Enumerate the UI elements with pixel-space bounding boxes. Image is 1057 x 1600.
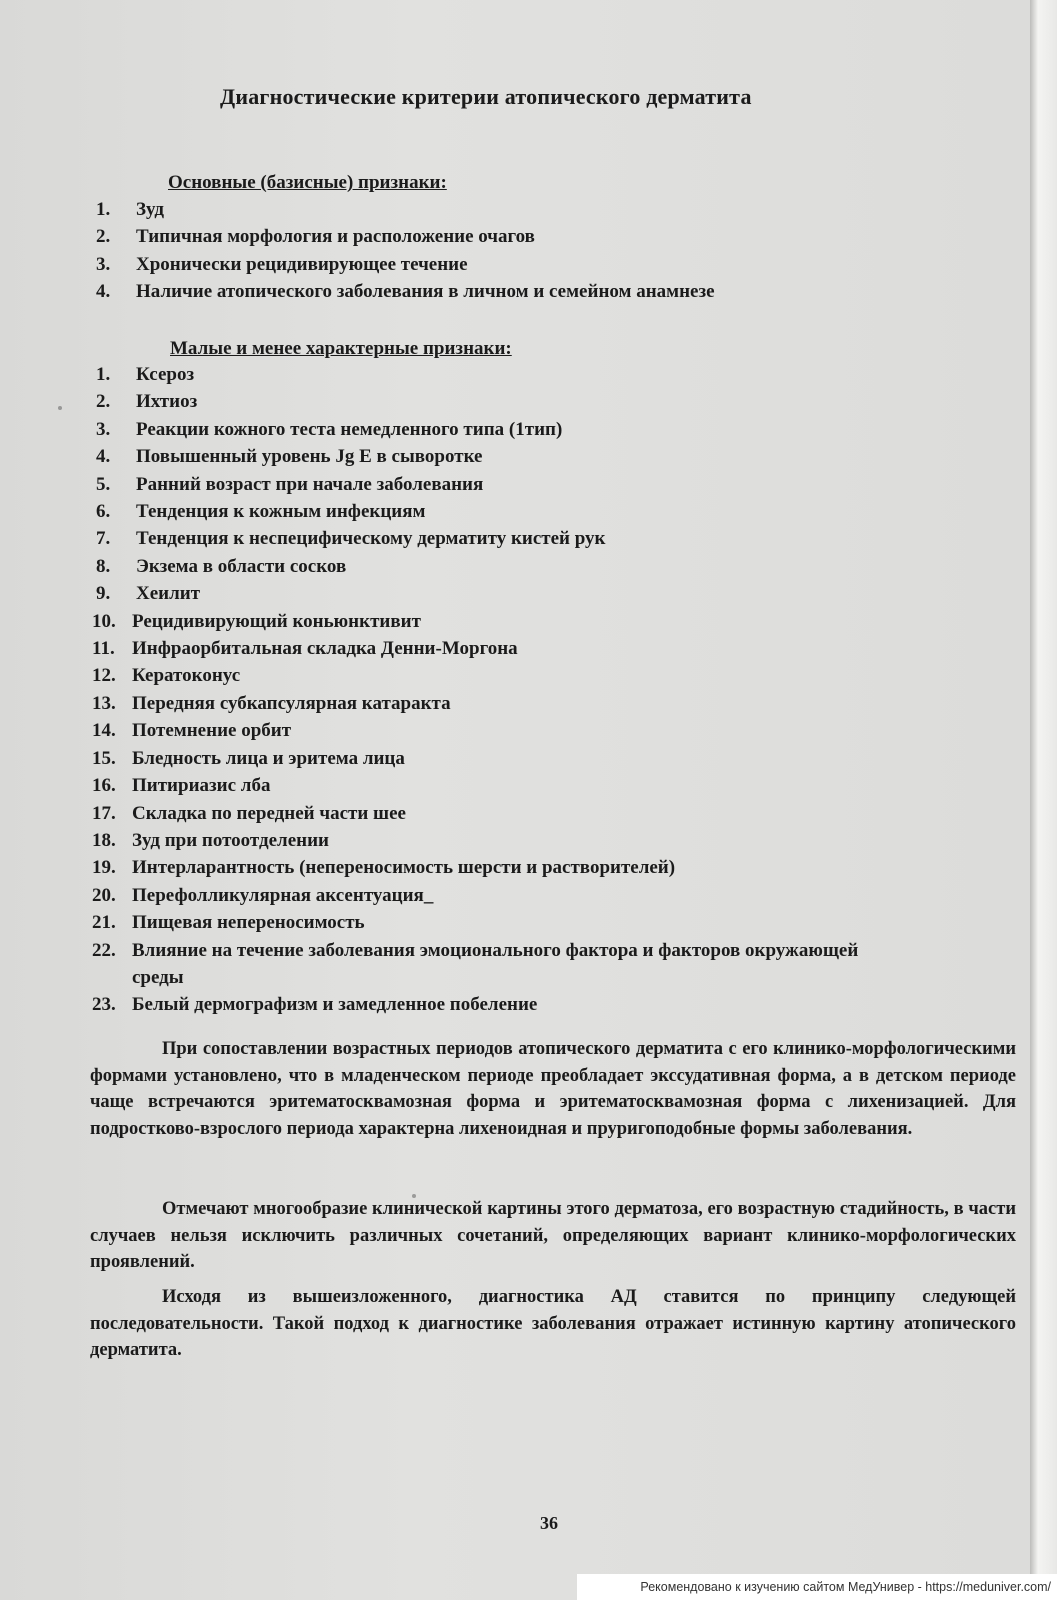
item-number: 18.: [92, 829, 116, 851]
item-text: Белый дермографизм и замедленное побеление: [132, 994, 538, 1016]
page-number: 36: [540, 1513, 558, 1533]
item-text: Хронически рецидивирующее течение: [136, 253, 468, 275]
item-number: 3.: [96, 418, 111, 440]
list-item: [92, 196, 715, 223]
item-number: 15.: [92, 747, 116, 769]
item-text: Повышенный уровень Jg E в сыворотке: [136, 446, 483, 468]
item-number: 16.: [92, 775, 116, 797]
item-text: Пищевая непереносимость: [132, 912, 365, 934]
list-item: [92, 772, 950, 799]
item-text: Передняя субкапсулярная катаракта: [132, 692, 451, 714]
list-item: [92, 388, 950, 415]
item-number: 12.: [92, 665, 116, 687]
item-number: 7.: [96, 528, 111, 550]
list-item: [92, 553, 950, 580]
list-item: [92, 635, 950, 662]
item-text: Тенденция к неспецифическому дерматиту кистей рук: [136, 528, 606, 550]
item-number: 11.: [92, 638, 115, 660]
list-item: [92, 690, 950, 717]
item-text: Реакции кожного теста немедленного типа (1тип): [136, 418, 563, 440]
item-number: 17.: [92, 802, 116, 824]
item-text: Интерларантность (непереносимость шерсти и растворителей): [132, 857, 676, 879]
item-number: 13.: [92, 692, 116, 714]
item-number: 6.: [96, 501, 111, 523]
list-item: [92, 580, 950, 607]
item-text: Инфраорбитальная складка Денни-Моргона: [132, 638, 518, 660]
item-number: 20.: [92, 884, 116, 906]
list-item: [92, 416, 950, 443]
item-text: Экзема в области сосков: [136, 555, 347, 577]
item-number: 1.: [96, 364, 111, 385]
item-number: 22.: [92, 939, 116, 961]
item-text: Ихтиоз: [136, 391, 198, 413]
list-item: [92, 937, 950, 992]
item-number: 4.: [96, 281, 111, 303]
item-number: 19.: [92, 857, 116, 879]
list-item: [92, 608, 950, 635]
item-number: 5.: [96, 473, 111, 495]
item-text: Складка по передней части шее: [132, 802, 406, 824]
item-text: Перефолликулярная аксентуация_: [132, 884, 434, 906]
page-edge: [1030, 0, 1057, 1600]
list-item: [92, 471, 950, 498]
item-number: 23.: [92, 994, 116, 1016]
scan-smudge: [58, 406, 62, 410]
item-text: Ксероз: [136, 364, 195, 385]
item-text: Наличие атопического заболевания в личном и семейном анамнезе: [136, 281, 715, 303]
item-text-continuation: среды: [132, 966, 184, 988]
list-item: [92, 361, 950, 388]
item-text: Питириазис лба: [132, 775, 271, 797]
item-number: 2.: [96, 391, 111, 413]
item-text: Потемнение орбит: [132, 720, 292, 742]
item-text: Тенденция к кожным инфекциям: [136, 501, 426, 523]
major-criteria-heading: Основные (базисные) признаки:: [168, 172, 447, 193]
item-number: 14.: [92, 720, 116, 742]
list-item: [92, 498, 950, 525]
item-text: Хеилит: [136, 583, 201, 605]
item-number: 9.: [96, 583, 111, 605]
list-item: [92, 991, 950, 1018]
scan-smudge: [412, 1194, 416, 1198]
list-item: [92, 827, 950, 854]
item-number: 1.: [96, 199, 111, 220]
paragraph-diagnostics: Исходя из вышеизложенного, диагностика АД ставится по принципу следующей последовательности. Такой подход к диагностике заболевания отражает истинную картину атопического дерматита.: [90, 1287, 1016, 1360]
list-item: [92, 800, 950, 827]
item-text: Ранний возраст при начале заболевания: [136, 473, 484, 495]
item-number: 3.: [96, 253, 111, 275]
item-text: Бледность лица и эритема лица: [132, 747, 405, 769]
major-criteria-list: [92, 196, 715, 306]
list-item: [92, 662, 950, 689]
item-number: 8.: [96, 555, 111, 577]
list-item: [92, 525, 950, 552]
list-item: [92, 251, 715, 278]
document-title: Диагностические критерии атопического дерматита: [220, 84, 752, 109]
item-number: 21.: [92, 912, 116, 934]
item-text: Типичная морфология и расположение очагов: [136, 226, 535, 248]
item-number: 2.: [96, 226, 111, 248]
item-text: Зуд при потоотделении: [132, 829, 329, 851]
item-text: Кератоконус: [132, 665, 241, 687]
list-item: [92, 882, 950, 909]
list-item: [92, 854, 950, 881]
minor-criteria-list: [92, 361, 950, 1019]
item-number: 4.: [96, 446, 111, 468]
list-item: [92, 443, 950, 470]
minor-criteria-heading: Малые и менее характерные признаки:: [170, 338, 512, 359]
list-item: [92, 278, 715, 305]
item-text: Влияние на течение заболевания эмоционального фактора и факторов окружающей: [132, 939, 859, 961]
list-item: [92, 223, 715, 250]
list-item: [92, 717, 950, 744]
item-text: Рецидивирующий коньюнктивит: [132, 610, 421, 632]
paragraph-age-periods: При сопоставлении возрастных периодов атопического дерматита с его клинико-морфологическими формами установлено, что в младенческом периоде преобладает экссудативная форма, а в детском периоде чаще встречаются эритематосквамозная форма и эритематосквамозная форма с лихенизацией. Для подростково-взрослого периода характерна лихеноидная и пруригоподобные формы заболевания.: [90, 1039, 1016, 1139]
item-number: 10.: [92, 610, 116, 632]
footer-watermark: Рекомендовано к изучению сайтом МедУнивер - https://meduniver.com/: [577, 1574, 1057, 1600]
list-item: [92, 745, 950, 772]
list-item: [92, 909, 950, 936]
paragraph-clinical-picture: Отмечают многообразие клинической картины этого дерматоза, его возрастную стадийность, в части случаев нельзя исключить различных сочетаний, определяющих вариант клинико-морфологических проявлений.: [90, 1199, 1016, 1272]
item-text: Зуд: [136, 199, 164, 220]
